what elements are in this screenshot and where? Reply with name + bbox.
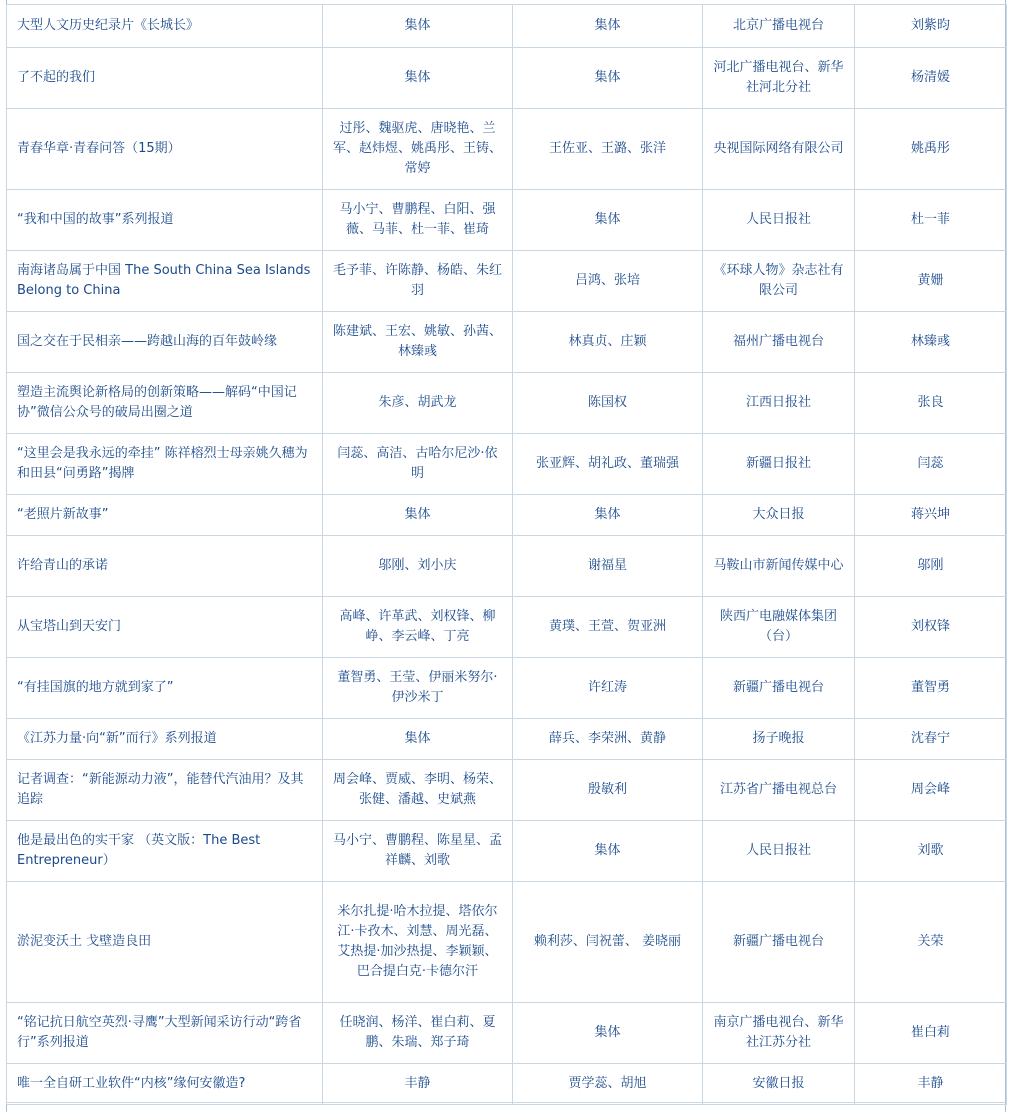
table-row — [7, 495, 1007, 536]
table-body — [7, 5, 1007, 1105]
publisher-cell: 《环球人物》杂志社有限公司 — [703, 251, 855, 312]
authors-cell: 集体 — [323, 5, 513, 48]
publisher-cell: 江苏省广播电视总台 — [703, 760, 855, 821]
awards-table — [6, 4, 1007, 1105]
table-row — [7, 434, 1007, 495]
publisher-cell: 扬子晚报 — [703, 719, 855, 760]
authors-cell: 集体 — [323, 719, 513, 760]
table-row — [7, 251, 1007, 312]
work-title-cell: 大型人文历史纪录片《长城长》 — [7, 5, 323, 48]
contact-cell: 丰静 — [855, 1064, 1007, 1105]
contact-cell: 董智勇 — [855, 658, 1007, 719]
publisher-cell: 南京广播电视台、新华社江苏分社 — [703, 1003, 855, 1064]
publisher-cell: 新疆广播电视台 — [703, 658, 855, 719]
editors-cell: 吕鸿、张培 — [513, 251, 703, 312]
authors-cell: 任晓润、杨洋、崔白莉、夏鹏、朱瑞、郑子琦 — [323, 1003, 513, 1064]
editors-cell: 赖利莎、闫祝蕾、 姜晓丽 — [513, 882, 703, 1003]
work-title-cell: “老照片新故事” — [7, 495, 323, 536]
table-row — [7, 190, 1007, 251]
table-row — [7, 760, 1007, 821]
publisher-cell: 马鞍山市新闻传媒中心 — [703, 536, 855, 597]
work-title-cell: “有挂国旗的地方就到家了” — [7, 658, 323, 719]
editors-cell: 许红涛 — [513, 658, 703, 719]
table-row — [7, 373, 1007, 434]
editors-cell: 集体 — [513, 821, 703, 882]
contact-cell: 杨清媛 — [855, 48, 1007, 109]
publisher-cell: 新疆日报社 — [703, 434, 855, 495]
contact-cell: 邬刚 — [855, 536, 1007, 597]
authors-cell: 朱彦、胡武龙 — [323, 373, 513, 434]
contact-cell: 姚禹彤 — [855, 109, 1007, 190]
table-bottom-strip — [6, 1102, 1006, 1112]
work-title-cell: 国之交在于民相亲——跨越山海的百年鼓岭缘 — [7, 312, 323, 373]
table-row — [7, 1003, 1007, 1064]
editors-cell: 黄璞、王萱、贺亚洲 — [513, 597, 703, 658]
publisher-cell: 陕西广电融媒体集团（台） — [703, 597, 855, 658]
contact-cell: 黄姗 — [855, 251, 1007, 312]
work-title-cell: 许给青山的承诺 — [7, 536, 323, 597]
publisher-cell: 北京广播电视台 — [703, 5, 855, 48]
contact-cell: 关荣 — [855, 882, 1007, 1003]
authors-cell: 丰静 — [323, 1064, 513, 1105]
work-title-cell: “这里会是我永远的牵挂” 陈祥榕烈士母亲姚久穗为和田县“问勇路”揭牌 — [7, 434, 323, 495]
publisher-cell: 安徽日报 — [703, 1064, 855, 1105]
editors-cell: 贾学蕊、胡旭 — [513, 1064, 703, 1105]
table-row — [7, 719, 1007, 760]
contact-cell: 林臻彧 — [855, 312, 1007, 373]
table-row — [7, 597, 1007, 658]
editors-cell: 林真贞、庄颖 — [513, 312, 703, 373]
authors-cell: 米尔扎提·哈木拉提、塔依尔江·卡孜木、刘慧、周光磊、艾热提·加沙热提、李颖颖、巴合提白克·卡德尔汗 — [323, 882, 513, 1003]
publisher-cell: 央视国际网络有限公司 — [703, 109, 855, 190]
editors-cell: 集体 — [513, 48, 703, 109]
editors-cell: 谢福星 — [513, 536, 703, 597]
publisher-cell: 江西日报社 — [703, 373, 855, 434]
table-row — [7, 882, 1007, 1003]
authors-cell: 陈建斌、王宏、姚敏、孙茜、林臻彧 — [323, 312, 513, 373]
authors-cell: 毛予菲、许陈静、杨皓、朱红羽 — [323, 251, 513, 312]
publisher-cell: 河北广播电视台、新华社河北分社 — [703, 48, 855, 109]
work-title-cell: “我和中国的故事”系列报道 — [7, 190, 323, 251]
contact-cell: 张良 — [855, 373, 1007, 434]
authors-cell: 闫蕊、高洁、古哈尔尼沙·依明 — [323, 434, 513, 495]
contact-cell: 刘紫昀 — [855, 5, 1007, 48]
table-row — [7, 109, 1007, 190]
editors-cell: 集体 — [513, 190, 703, 251]
work-title-cell: 从宝塔山到天安门 — [7, 597, 323, 658]
work-title-cell: 他是最出色的实干家 （英文版：The Best Entrepreneur） — [7, 821, 323, 882]
publisher-cell: 人民日报社 — [703, 190, 855, 251]
authors-cell: 马小宁、曹鹏程、陈星星、孟祥麟、刘歌 — [323, 821, 513, 882]
editors-cell: 集体 — [513, 495, 703, 536]
contact-cell: 崔白莉 — [855, 1003, 1007, 1064]
authors-cell: 马小宁、曹鹏程、白阳、强薇、马菲、杜一菲、崔琦 — [323, 190, 513, 251]
table-row — [7, 48, 1007, 109]
authors-cell: 董智勇、王莹、伊丽米努尔·伊沙米丁 — [323, 658, 513, 719]
publisher-cell: 大众日报 — [703, 495, 855, 536]
contact-cell: 刘歌 — [855, 821, 1007, 882]
editors-cell: 集体 — [513, 5, 703, 48]
table-row — [7, 658, 1007, 719]
contact-cell: 蒋兴坤 — [855, 495, 1007, 536]
publisher-cell: 福州广播电视台 — [703, 312, 855, 373]
work-title-cell: 青春华章·青春问答（15期） — [7, 109, 323, 190]
editors-cell: 王佐亚、王潞、张洋 — [513, 109, 703, 190]
publisher-cell: 人民日报社 — [703, 821, 855, 882]
work-title-cell: 《江苏力量·向“新”而行》系列报道 — [7, 719, 323, 760]
contact-cell: 杜一菲 — [855, 190, 1007, 251]
work-title-cell: 了不起的我们 — [7, 48, 323, 109]
editors-cell: 张亚辉、胡礼政、董瑞强 — [513, 434, 703, 495]
authors-cell: 集体 — [323, 48, 513, 109]
publisher-cell: 新疆广播电视台 — [703, 882, 855, 1003]
work-title-cell: 记者调查：“新能源动力液”，能替代汽油用？及其追踪 — [7, 760, 323, 821]
work-title-cell: 塑造主流舆论新格局的创新策略——解码“中国记协”微信公众号的破局出圈之道 — [7, 373, 323, 434]
editors-cell: 殷敏利 — [513, 760, 703, 821]
table-row — [7, 536, 1007, 597]
table-row — [7, 312, 1007, 373]
table-row — [7, 1064, 1007, 1105]
table-row — [7, 821, 1007, 882]
authors-cell: 高峰、许革武、刘权锋、柳峥、李云峰、丁亮 — [323, 597, 513, 658]
editors-cell: 集体 — [513, 1003, 703, 1064]
work-title-cell: 唯一全自研工业软件“内核”缘何安徽造? — [7, 1064, 323, 1105]
authors-cell: 周会峰、贾威、李明、杨荣、张健、潘越、史斌燕 — [323, 760, 513, 821]
authors-cell: 集体 — [323, 495, 513, 536]
contact-cell: 刘权锋 — [855, 597, 1007, 658]
contact-cell: 沈春宁 — [855, 719, 1007, 760]
editors-cell: 薛兵、李荣洲、黄静 — [513, 719, 703, 760]
contact-cell: 周会峰 — [855, 760, 1007, 821]
authors-cell: 邬刚、刘小庆 — [323, 536, 513, 597]
table-row — [7, 5, 1007, 48]
contact-cell: 闫蕊 — [855, 434, 1007, 495]
work-title-cell: 淤泥变沃土 戈壁造良田 — [7, 882, 323, 1003]
editors-cell: 陈国权 — [513, 373, 703, 434]
work-title-cell: “铭记抗日航空英烈·寻鹰”大型新闻采访行动“跨省行”系列报道 — [7, 1003, 323, 1064]
work-title-cell: 南海诸岛属于中国 The South China Sea Islands Belong to China — [7, 251, 323, 312]
authors-cell: 过彤、魏驱虎、唐晓艳、兰军、赵炜煜、姚禹彤、王铸、常婷 — [323, 109, 513, 190]
